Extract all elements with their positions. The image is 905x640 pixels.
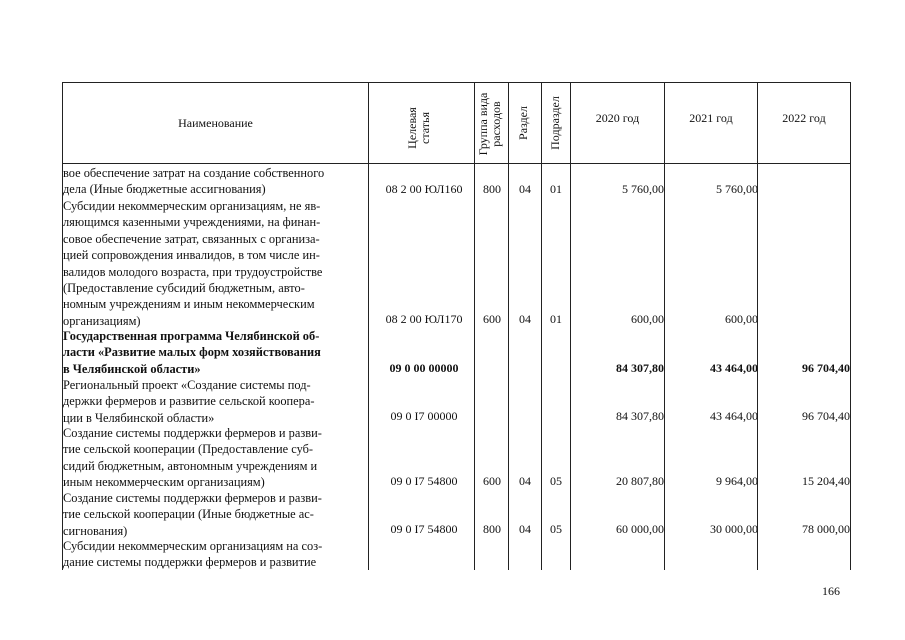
row-name: Создание системы поддержки фермеров и разви- тие сельской кооперации (Иные бюджетные ас- сигнования)	[63, 491, 322, 538]
cell-article: 08 2 00 ЮЛ160	[385, 182, 463, 196]
cell-subsection: 01	[550, 312, 562, 326]
cell-section: 04	[519, 182, 531, 196]
cell-section: 04	[519, 312, 531, 326]
row-name: вое обеспечение затрат на создание собственного дела (Иные бюджетные ассигнования)	[63, 166, 325, 197]
cell-section: 04	[519, 522, 531, 536]
cell-2020: 84 307,80	[616, 409, 664, 423]
col-border-8	[850, 82, 851, 570]
cell-2022: 15 204,40	[802, 474, 850, 488]
header-subsection: Подраздел	[548, 96, 562, 150]
cell-2022: 96 704,40	[802, 361, 850, 375]
header-2022: 2022 год	[782, 111, 826, 125]
cell-group: 800	[483, 522, 501, 536]
cell-2020: 5 760,00	[622, 182, 664, 196]
col-border-5	[570, 82, 571, 570]
cell-2021: 600,00	[725, 312, 758, 326]
header-section: Раздел	[516, 106, 530, 140]
cell-2020: 20 807,80	[616, 474, 664, 488]
cell-article: 09 0 I7 00000	[390, 409, 458, 423]
cell-article: 08 2 00 ЮЛ170	[385, 312, 463, 326]
cell-2020: 60 000,00	[616, 522, 664, 536]
cell-2020: 600,00	[631, 312, 664, 326]
cell-group: 600	[483, 312, 501, 326]
col-border-6	[664, 82, 665, 570]
cell-subsection: 05	[550, 474, 562, 488]
cell-group: 800	[483, 182, 501, 196]
cell-2022: 96 704,40	[802, 409, 850, 423]
cell-section: 04	[519, 474, 531, 488]
cell-article: 09 0 I7 54800	[390, 474, 458, 488]
cell-2022: 78 000,00	[802, 522, 850, 536]
header-2021: 2021 год	[689, 111, 733, 125]
row-name: Создание системы поддержки фермеров и разви- тие сельской кооперации (Предоставление суб- сидий бюджетным, автономным учреждениям и иным некоммерческим организациям)	[63, 426, 322, 490]
cell-article: 09 0 00 00000	[389, 361, 459, 375]
cell-2021: 43 464,00	[710, 361, 758, 375]
row-name: Субсидии некоммерческим организациям, не яв- ляющимся казенными учреждениями, на финан- совое обеспечение затрат, связанных с организа- цией сопровождения инвалидов, в том числе ин- валидов молодого возраста, при трудоустройстве (Предоставление субсидий бюджетным, авто- номным учреждениям и иным некоммерческим организациям)	[63, 199, 323, 328]
header-article: Целевая статья	[405, 107, 432, 149]
cell-2021: 9 964,00	[716, 474, 758, 488]
header-expense-group: Группа вида расходов	[476, 92, 503, 156]
row-name: Региональный проект «Создание системы под- держки фермеров и развитие сельской коопера- ции в Челябинской области»	[63, 378, 315, 425]
cell-2021: 30 000,00	[710, 522, 758, 536]
col-border-4	[541, 82, 542, 570]
cell-subsection: 05	[550, 522, 562, 536]
cell-article: 09 0 I7 54800	[390, 522, 458, 536]
header-name: Наименование	[178, 116, 253, 130]
cell-group: 600	[483, 474, 501, 488]
table-top-border	[62, 82, 850, 83]
cell-2020: 84 307,80	[616, 361, 664, 375]
cell-subsection: 01	[550, 182, 562, 196]
col-border-3	[508, 82, 509, 570]
row-name-program: Государственная программа Челябинской об- ласти «Развитие малых форм хозяйствования в Челябинской области»	[63, 329, 321, 376]
page-number: 166	[822, 584, 840, 598]
cell-2021: 43 464,00	[710, 409, 758, 423]
header-bottom-border	[62, 163, 850, 164]
header-2020: 2020 год	[595, 111, 640, 125]
row-name: Субсидии некоммерческим организациям на соз- дание системы поддержки фермеров и развитие	[63, 539, 323, 570]
col-border-1	[368, 82, 369, 570]
cell-2021: 5 760,00	[716, 182, 758, 196]
